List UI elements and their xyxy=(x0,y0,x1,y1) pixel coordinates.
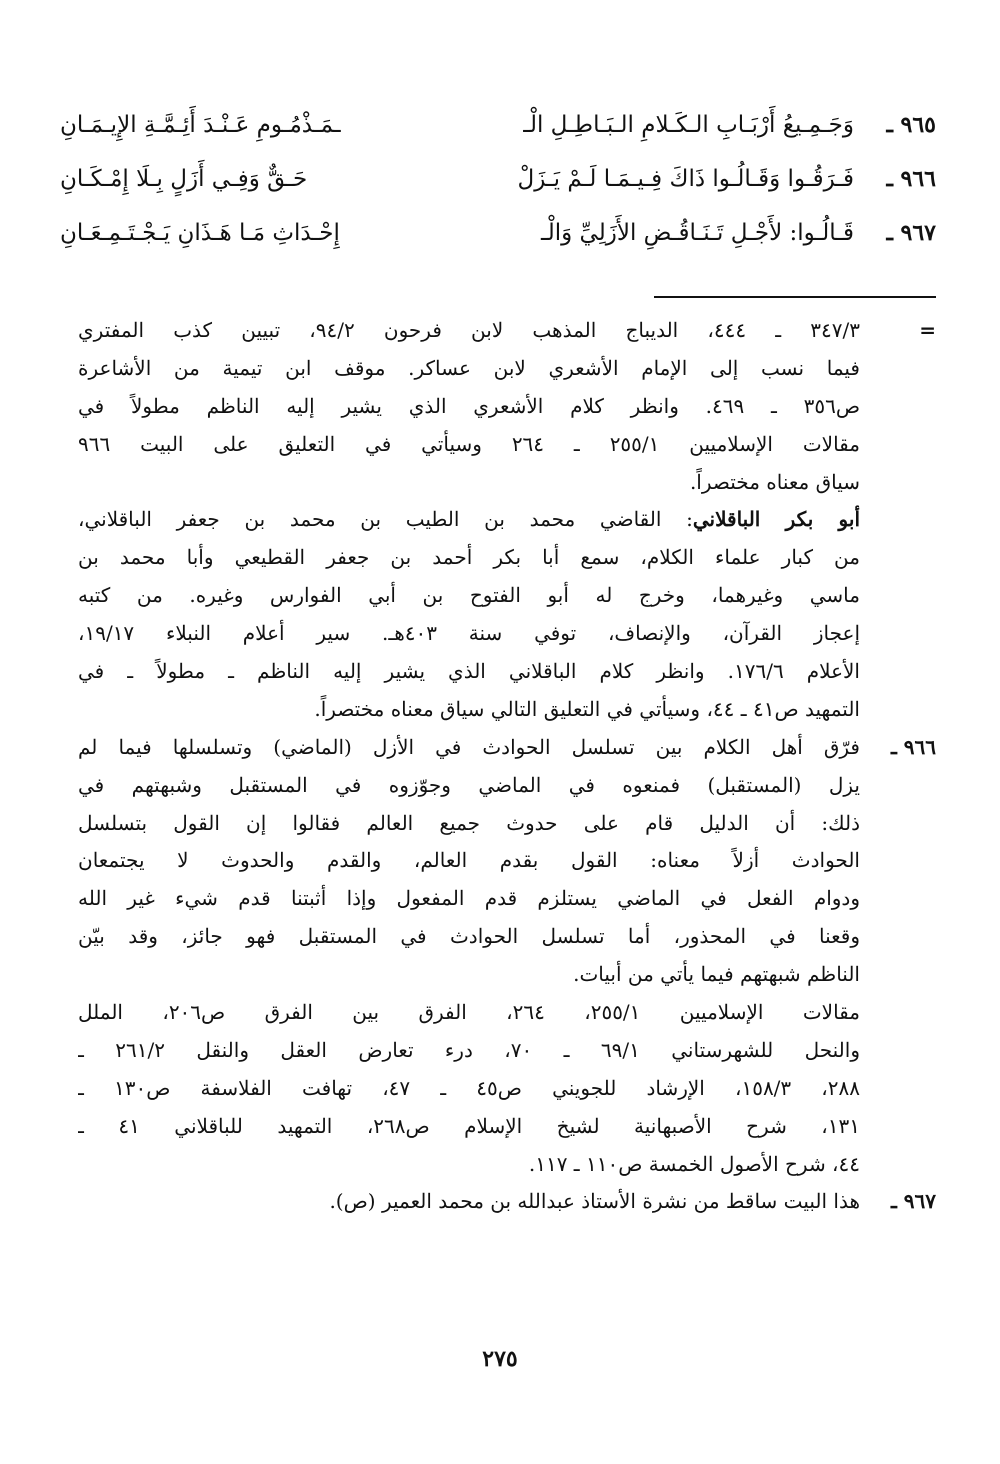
verse-line xyxy=(60,112,936,166)
verse-second-hemistich: حَـقٌّ وَفِـي أَزَلٍ بِـلَا إِمْـكَـانِ xyxy=(60,166,308,192)
verse-number: ٩٦٥ ـ xyxy=(886,112,936,138)
footnote-line: فيما نسب إلى الإمام الأشعري لابن عساكر. موقف ابن تيمية من الأشاعرة xyxy=(78,355,860,380)
footnote-line: الناظم شبهتهم فيما يأتي من أبيات. xyxy=(573,962,860,987)
footnote-line: ذلك: أن الدليل قام على حدوث جميع العالم فقالوا إن القول بتسلسل xyxy=(78,810,860,835)
footnote-line: فرّق أهل الكلام بين تسلسل الحوادث في الأزل (الماضي) وتسلسلها فيما لم xyxy=(78,734,860,759)
footnote-baqillani xyxy=(78,501,936,728)
footnote-line: إعجاز القرآن، والإنصاف، توفي سنة ٤٠٣هـ. سير أعلام النبلاء ١٩/١٧، xyxy=(78,621,860,646)
verse-first-hemistich: قَـالُـوا: لأَجْـلِ تَـنَـاقُـضِ الأَزَلِيِّ وَالْـ xyxy=(540,220,854,246)
footnote-bold-lead: أبو بكر الباقلاني xyxy=(692,507,860,532)
footnote-continuation xyxy=(78,312,936,501)
verses-block xyxy=(60,112,936,274)
footnote-line: ٢٨٨، ١٥٨/٣، الإرشاد للجويني ص٤٥ ـ ٤٧، تهافت الفلاسفة ص١٣٠ ـ xyxy=(78,1075,860,1100)
verse-second-hemistich: إِحْـدَاثِ مَـا هَـذَانِ يَـجْـتَـمِـعَـانِ xyxy=(60,220,340,246)
footnote-separator xyxy=(654,296,936,298)
footnote-line: الأعلام ١٧٦/٦. وانظر كلام الباقلاني الذي يشير إليه الناظم ـ مطولاً ـ في xyxy=(78,659,860,684)
verse-first-hemistich: فَـرَقُـوا وَقَـالُـوا ذَاكَ فِـيـمَـا لَـمْ يَـزَلْ xyxy=(517,166,854,192)
footnote-line: والنحل للشهرستاني ٦٩/١ ـ ٧٠، درء تعارض العقل والنقل ٢٦١/٢ ـ xyxy=(78,1037,860,1062)
footnote-marker: ٩٦٦ ـ xyxy=(890,734,936,759)
footnote-marker: ٩٦٧ ـ xyxy=(890,1189,936,1214)
footnote-line: من كبار علماء الكلام، سمع أبا بكر أحمد بن جعفر القطيعي وأبا محمد بن xyxy=(78,545,860,570)
footnotes-block xyxy=(78,312,936,1221)
footnote-line xyxy=(78,501,860,539)
footnote-line: مقالات الإسلاميين ٢٥٥/١ ـ ٢٦٤ وسيأتي في التعليق على البيت ٩٦٦ xyxy=(78,431,860,456)
footnote-966 xyxy=(78,729,936,1184)
footnote-line: ٣٤٧/٣ ـ ٤٤٤، الديباج المذهب لابن فرحون ٩٤/٢، تبيين كذب المفتري xyxy=(78,318,860,342)
footnote-line: هذا البيت ساقط من نشرة الأستاذ عبدالله بن محمد العمير (ص). xyxy=(329,1189,860,1214)
verse-line xyxy=(60,166,936,220)
verse-first-hemistich: وَجَـمِـيعُ أَرْبَـابِ الـكَـلامِ الـبَـاطِـلِ الْـ xyxy=(523,112,854,138)
footnote-967 xyxy=(78,1183,936,1221)
footnote-line: سياق معناه مختصراً. xyxy=(689,469,860,494)
footnote-line: ٤٤، شرح الأصول الخمسة ص١١٠ ـ ١١٧. xyxy=(528,1151,860,1176)
footnote-line: التمهيد ص٤١ ـ ٤٤، وسيأتي في التعليق التالي سياق معناه مختصراً. xyxy=(314,696,860,721)
footnote-marker: = xyxy=(919,318,936,342)
verse-line xyxy=(60,220,936,274)
verse-number: ٩٦٦ ـ xyxy=(886,166,936,192)
footnote-line: يزل (المستقبل) فمنعوه في الماضي وجوّزوه في المستقبل وشبهتهم في xyxy=(78,772,860,797)
page-number: ٢٧٥ xyxy=(482,1346,518,1372)
footnote-line: مقالات الإسلاميين ٢٥٥/١، ٢٦٤، الفرق بين الفرق ص٢٠٦، الملل xyxy=(78,1000,860,1025)
footnote-line: ودوام الفعل في الماضي يستلزم قدم المفعول وإذا أثبتنا قدم شيء غير الله xyxy=(78,886,860,911)
footnote-line: وقعنا في المحذور، أما تسلسل الحوادث في المستقبل فهو جائز، وقد بيّن xyxy=(78,924,860,949)
verse-number: ٩٦٧ ـ xyxy=(886,220,936,246)
footnote-line: ١٣١، شرح الأصبهانية لشيخ الإسلام ص٢٦٨، التمهيد للباقلاني ٤١ ـ xyxy=(78,1113,860,1138)
footnote-line-rest: : القاضي محمد بن الطيب بن محمد بن جعفر الباقلاني، xyxy=(78,507,693,532)
footnote-line: الحوادث أزلاً معناه: القول بقدم العالم، والقدم والحدوث لا يجتمعان xyxy=(78,848,860,873)
verse-second-hemistich: ـمَـذْمُـومِ عَـنْـدَ أَئِـمَّـةِ الإِيـمَـانِ xyxy=(60,112,341,138)
footnote-line: ص٣٥٦ ـ ٤٦٩. وانظر كلام الأشعري الذي يشير إليه الناظم مطولاً في xyxy=(78,393,860,418)
footnote-line: ماسي وغيرهما، وخرج له أبو الفتوح بن أبي الفوارس وغيره. من كتبه xyxy=(78,583,860,608)
